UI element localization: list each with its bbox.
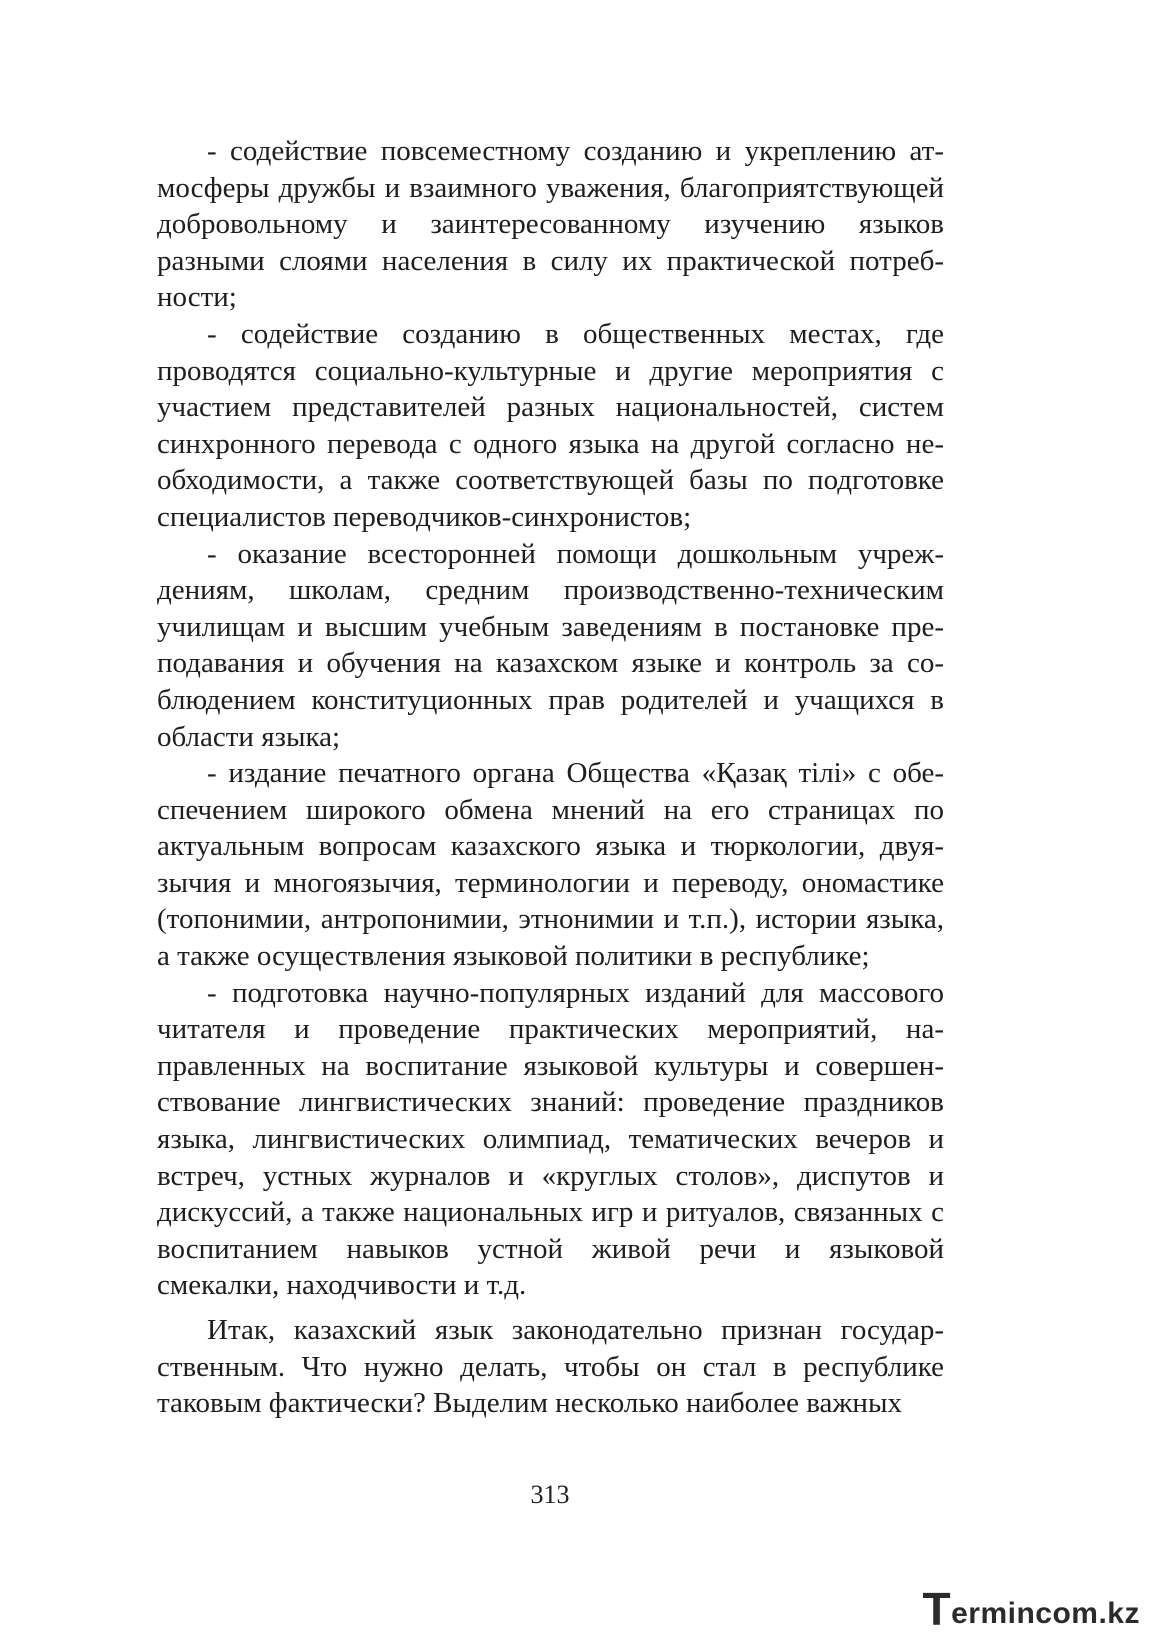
paragraph: - подготовка научно-популярных изданий для массового читателя и проведение практических мероприятий, направленных на воспитание языковой культуры и совершенствование лингвистических знаний: проведение праздников языка, лингвистических олимпиад, тематических вечеров и встреч, устных журналов и «круглых столов», диспутов и дискуссий, а также национальных игр и ритуалов, связанных с воспитанием навыков устной живой речи и языковой смекалки, находчивости и т.д. (157, 976, 944, 1302)
logo-text: ermincom.kz (951, 1597, 1140, 1630)
termincom-logo (922, 1583, 1140, 1635)
paragraph: - содействие созданию в общественных местах, где проводятся социально-культурные и другие мероприятия с участием представителей разных национальностей, систем синхронного перевода с одного языка на другой согласно необходимости, а также соответствующей базы по подготовке специалистов переводчиков-синхронистов; (157, 317, 944, 533)
paragraph: Итак, казахский язык законодательно признан государственным. Что нужно делать, чтобы он стал в республике таковым фактически? Выделим несколько наиболее важных (157, 1314, 944, 1420)
paragraph: - издание печатного органа Общества «Қазақ тілі» с обеспечением широкого обмена мнений на его страницах по актуальным вопросам казахского языка и тюркологии, двуязычия и многоязычия, терминологии и переводу, ономастике (топонимии, антропонимии, этнонимии и т.п.), истории языка, а также осуществления языковой политики в республике; (157, 757, 944, 973)
logo-initial: T (922, 1583, 952, 1635)
body-text (157, 133, 944, 1422)
page-number: 313 (530, 1480, 570, 1509)
paragraph: - оказание всесторонней помощи дошкольным учреждениям, школам, средним производственно-техническим училищам и высшим учебным заведениям в постановке преподавания и обучения на казахском языке и контроль за соблюдением конституционных прав родителей и учащихся в области языка; (157, 537, 944, 753)
paragraph: - содействие повсеместному созданию и укреплению атмосферы дружбы и взаимного уважения, благоприятствующей добровольному и заинтересованному изучению языков разными слоями населения в силу их практической потребности; (157, 135, 944, 314)
